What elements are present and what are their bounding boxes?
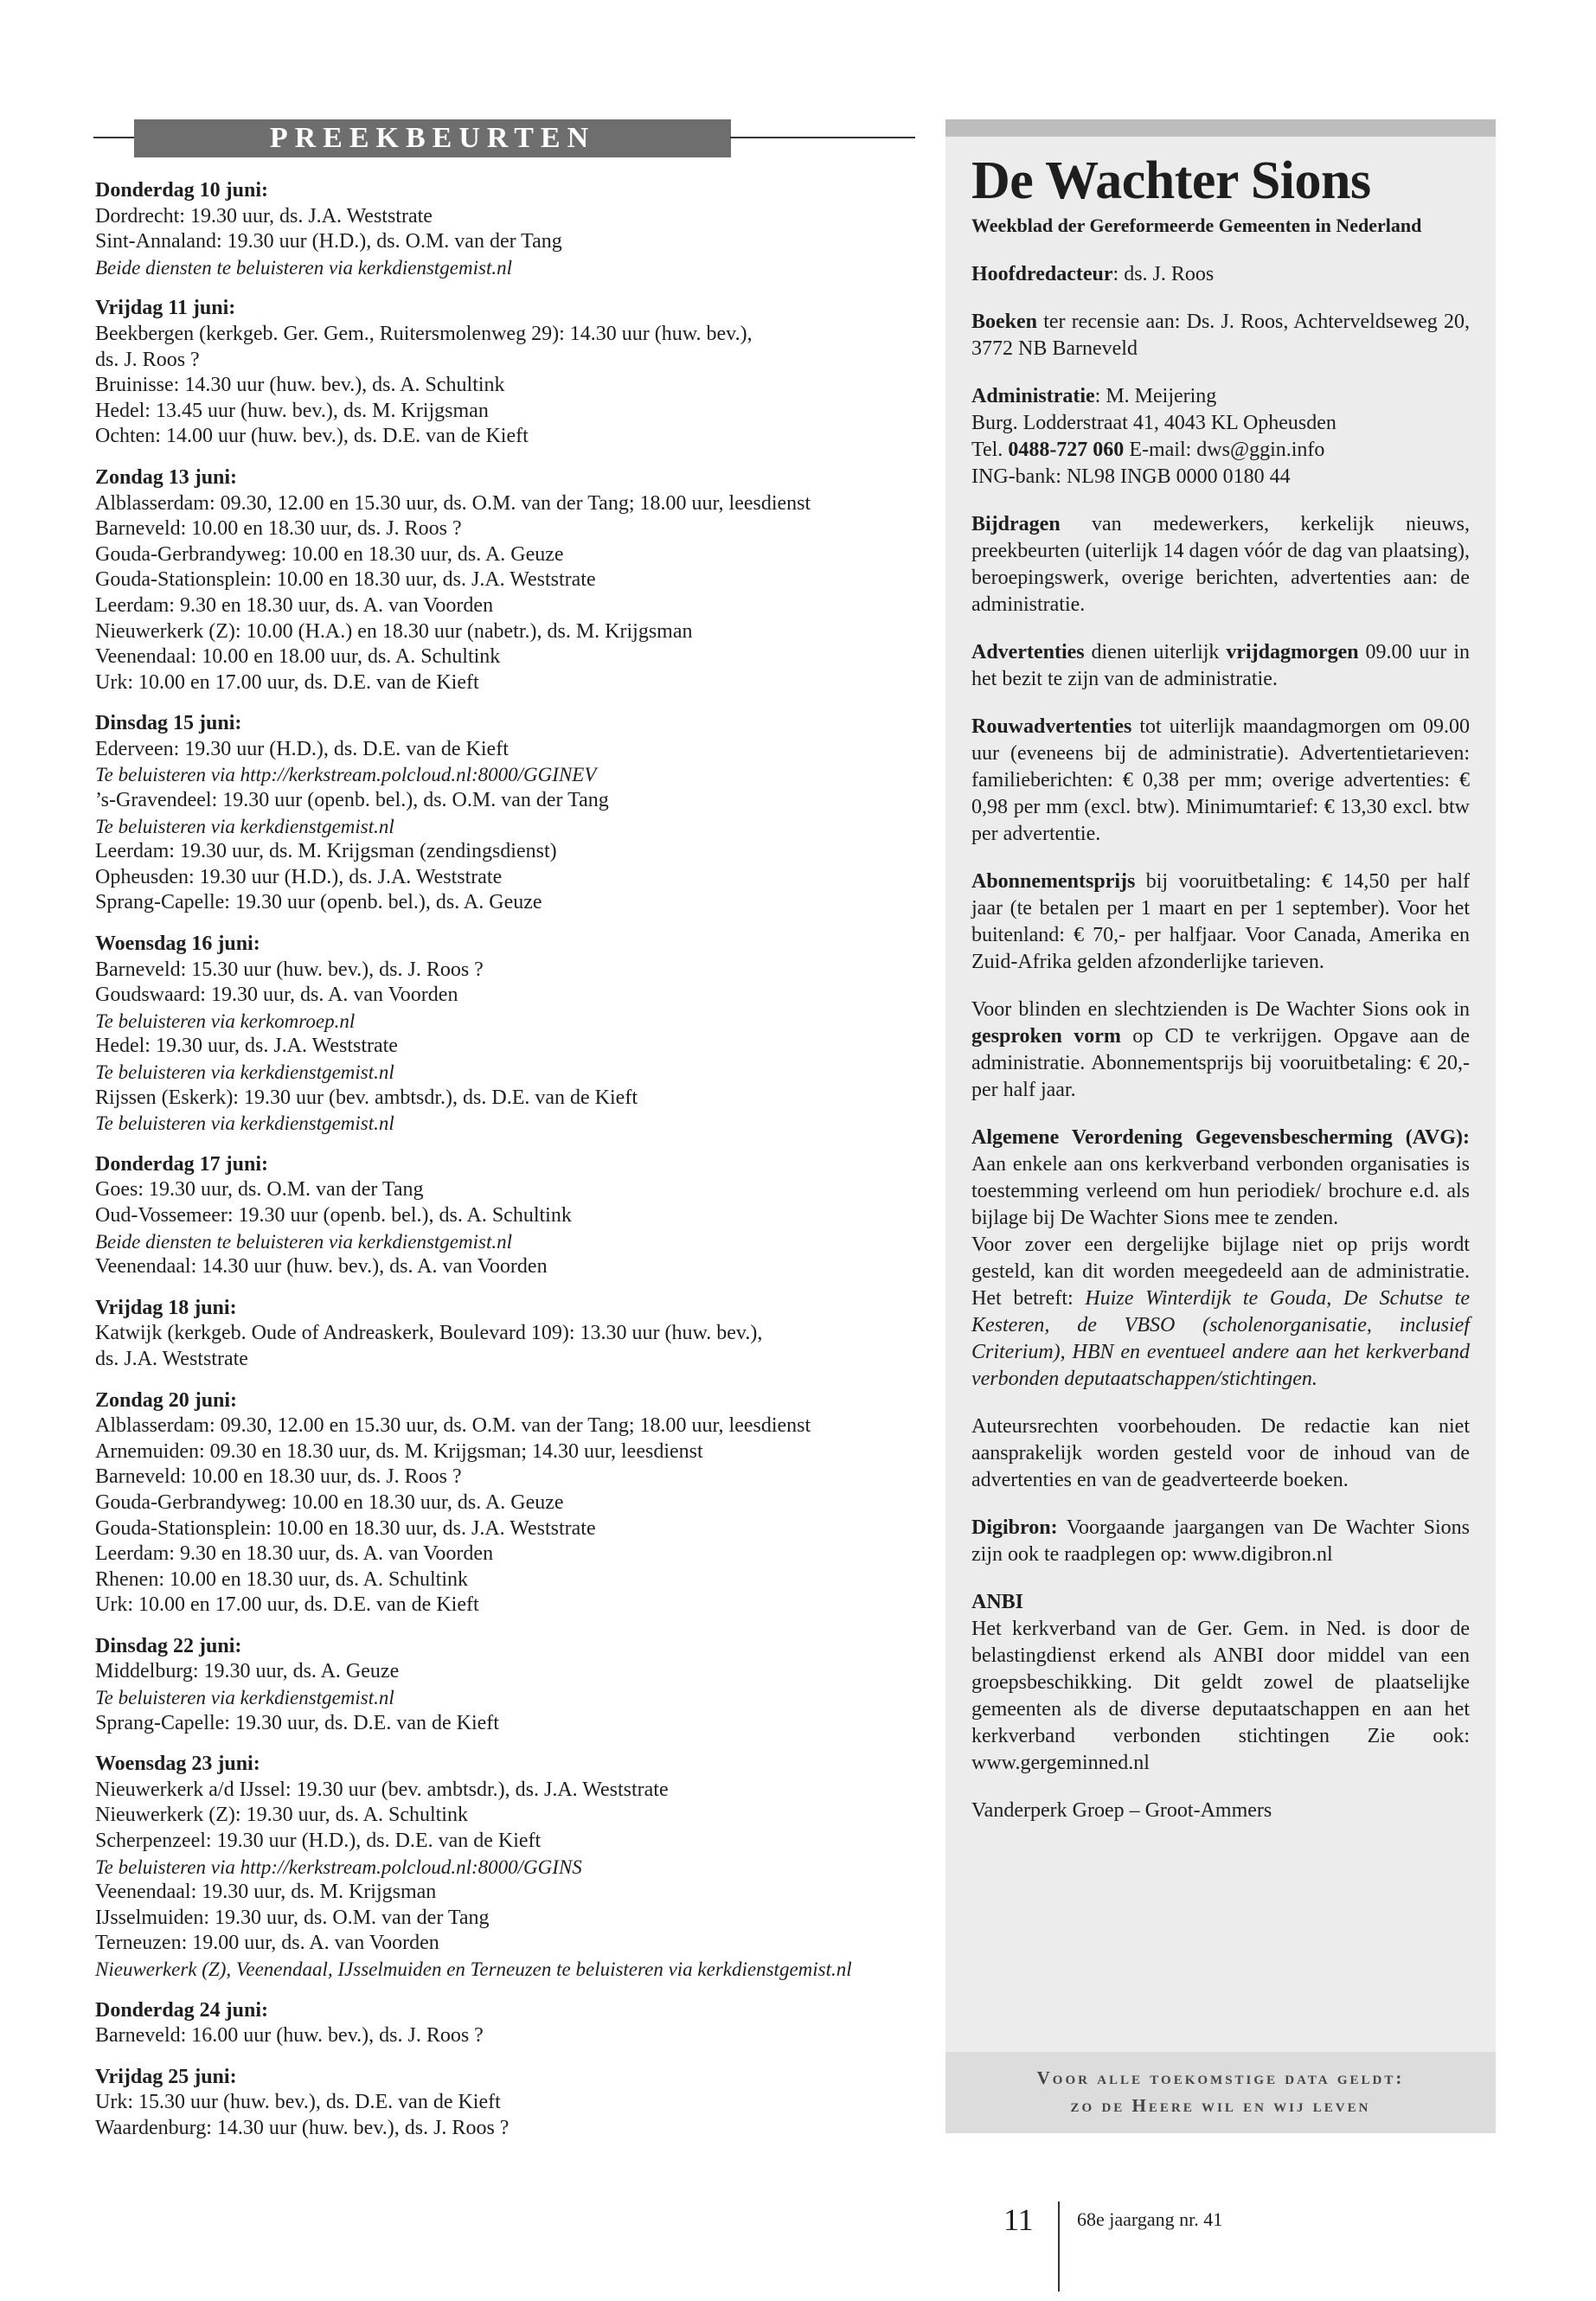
colophon-paragraph	[971, 997, 1470, 1104]
service-line: Barneveld: 16.00 uur (huw. bev.), ds. J. Roos ?	[95, 2024, 484, 2048]
colophon-content	[971, 149, 1470, 1845]
text-segment: Tel.	[971, 439, 1009, 461]
text-segment: Digibron:	[971, 1516, 1058, 1539]
service-line: Gouda-Stationsplein: 10.00 en 18.30 uur, ds. J.A. Weststrate	[95, 1516, 596, 1540]
service-line: Leerdam: 9.30 en 18.30 uur, ds. A. van Voorden	[95, 593, 494, 617]
day-title: Woensdag 16 juni:	[95, 933, 260, 956]
service-line: ds. J.A. Weststrate	[95, 1347, 248, 1370]
service-line: Veenendaal: 14.30 uur (huw. bev.), ds. A. van Voorden	[95, 1255, 548, 1279]
service-schedule	[95, 178, 926, 2157]
text-segment: bij vooruitbetaling: € 14,50 per half jaar (te betalen per 1 maart en per 1 september). Voor het buitenland: € 70,- per halfjaar. Voor Canada, Amerika en Zuid-Afrika gelden afzonderlijke tarieven.	[971, 870, 1470, 973]
text-segment: 0488-727 060	[1008, 439, 1125, 461]
colophon-top-bar	[945, 119, 1496, 137]
text-segment: tot uiterlijk maandagmorgen om 09.00 uur (eveneens bij de administratie). Advertentietarieven: familieberichten: € 0,38 per mm; overige advertenties: € 0,98 per mm (excl. btw). Minimumtarief: € 13,30 excl. btw per advertentie.	[971, 715, 1470, 845]
colophon-paragraph	[971, 1798, 1470, 1824]
service-line: Middelburg: 19.30 uur, ds. A. Geuze	[95, 1660, 400, 1683]
service-line: Sprang-Capelle: 19.30 uur (openb. bel.), ds. A. Geuze	[95, 891, 542, 914]
colophon-paragraphs	[971, 261, 1470, 1824]
service-line: IJsselmuiden: 19.30 uur, ds. O.M. van der Tang	[95, 1906, 490, 1929]
service-line: Arnemuiden: 09.30 en 18.30 uur, ds. M. Krijgsman; 14.30 uur, leesdienst	[95, 1439, 703, 1463]
service-line: Bruinisse: 14.30 uur (huw. bev.), ds. A. Schultink	[95, 374, 505, 397]
service-line: Terneuzen: 19.00 uur, ds. A. van Voorden	[95, 1932, 439, 1955]
text-segment: ANBI	[971, 1591, 1024, 1613]
service-line: Beekbergen (kerkgeb. Ger. Gem., Ruitersmolenweg 29): 14.30 uur (huw. bev.),	[95, 322, 753, 345]
service-line: Scherpenzeel: 19.30 uur (H.D.), ds. D.E. van de Kieft	[95, 1830, 542, 1853]
stream-note: Te beluisteren via http://kerkstream.polcloud.nl:8000/GGINS	[95, 1856, 582, 1878]
stream-note: Te beluisteren via kerkdienstgemist.nl	[95, 1687, 394, 1709]
text-segment: vrijdagmorgen	[1226, 641, 1359, 663]
stream-note: Te beluisteren via kerkdienstgemist.nl	[95, 815, 394, 837]
service-line: Barneveld: 15.30 uur (huw. bev.), ds. J. Roos ?	[95, 958, 484, 981]
day-title: Zondag 13 juni:	[95, 465, 238, 489]
service-line: Goudswaard: 19.30 uur, ds. A. van Voorden	[95, 984, 458, 1007]
stream-note: Nieuwerkerk (Z), Veenendaal, IJsselmuiden en Terneuzen te beluisteren via kerkdienstgemist.nl	[95, 1958, 852, 1980]
service-line: Ederveen: 19.30 uur (H.D.), ds. D.E. van de Kieft	[95, 737, 509, 760]
stream-note: Te beluisteren via kerkdienstgemist.nl	[95, 1061, 394, 1083]
text-segment: Vanderperk Groep – Groot-Ammers	[971, 1799, 1272, 1822]
text-segment: Auteursrechten voorbehouden. De redactie kan niet aansprakelijk worden gesteld voor de inhoud van de advertenties en van de geadverteerde boeken.	[971, 1415, 1470, 1491]
text-segment: Voor blinden en slechtzienden is De Wachter Sions ook in	[971, 998, 1470, 1021]
text-segment: van medewerkers, kerkelijk nieuws, preekbeurten (uiterlijk 14 dagen vóór de dag van plaatsing), beroepingswerk, overige berichten, advertenties aan: de administratie.	[971, 513, 1470, 616]
text-segment: Advertenties	[971, 641, 1085, 663]
page-footer-divider	[1058, 2202, 1060, 2291]
masthead-title: De Wachter Sions	[971, 151, 1371, 210]
service-line: Dordrecht: 19.30 uur, ds. J.A. Weststrate	[95, 204, 433, 228]
colophon-paragraph	[971, 383, 1470, 490]
service-line: Oud-Vossemeer: 19.30 uur (openb. bel.), ds. A. Schultink	[95, 1203, 572, 1227]
service-line: Hedel: 13.45 uur (huw. bev.), ds. M. Krijgsman	[95, 399, 489, 422]
colophon-paragraph	[971, 868, 1470, 976]
colophon-paragraph	[971, 1125, 1470, 1393]
service-line: Gouda-Gerbrandyweg: 10.00 en 18.30 uur, ds. A. Geuze	[95, 542, 564, 566]
day-block	[95, 465, 926, 695]
service-line: Leerdam: 19.30 uur, ds. M. Krijgsman (zendingsdienst)	[95, 840, 557, 863]
text-segment: ING-bank: NL98 INGB 0000 0180 44	[971, 465, 1291, 488]
page-number: 11	[1003, 2202, 1034, 2237]
service-line: Hedel: 19.30 uur, ds. J.A. Weststrate	[95, 1035, 398, 1058]
masthead-subtitle: Weekblad der Gereformeerde Gemeenten in Nederland	[971, 215, 1422, 236]
service-line: Barneveld: 10.00 en 18.30 uur, ds. J. Roos ?	[95, 1465, 462, 1489]
day-title: Dinsdag 15 juni:	[95, 712, 242, 735]
day-title: Vrijdag 18 juni:	[95, 1296, 237, 1319]
day-block	[95, 1388, 926, 1618]
day-title: Zondag 20 juni:	[95, 1388, 238, 1412]
service-line: Goes: 19.30 uur, ds. O.M. van der Tang	[95, 1178, 424, 1202]
volume-info: 68e jaargang nr. 41	[1077, 2208, 1223, 2230]
day-block	[95, 711, 926, 916]
text-segment: Voor zover een dergelijke bijlage niet op prijs wordt gesteld, kan dit worden meegedeeld aan de administratie. Het betreft:	[971, 1234, 1470, 1310]
text-segment: Voorgaande jaargangen van De Wachter Sions zijn ook te raadplegen op: www.digibron.nl	[971, 1516, 1470, 1566]
day-block	[95, 2065, 926, 2142]
text-segment: ter recensie aan: Ds. J. Roos, Achterveldseweg 20, 3772 NB Barneveld	[971, 311, 1470, 360]
service-line: Leerdam: 9.30 en 18.30 uur, ds. A. van Voorden	[95, 1542, 494, 1566]
day-block	[95, 1998, 926, 2049]
day-title: Vrijdag 11 juni:	[95, 297, 236, 320]
service-line: Opheusden: 19.30 uur (H.D.), ds. J.A. Weststrate	[95, 865, 503, 888]
colophon-paragraph	[971, 309, 1470, 362]
service-line: Urk: 10.00 en 17.00 uur, ds. D.E. van de Kieft	[95, 1593, 479, 1617]
section-title: PREEKBEURTEN	[134, 119, 731, 157]
service-line: Nieuwerkerk (Z): 19.30 uur, ds. A. Schultink	[95, 1804, 468, 1827]
stream-note: Te beluisteren via kerkdienstgemist.nl	[95, 1112, 394, 1135]
day-title: Vrijdag 25 juni:	[95, 2065, 237, 2088]
colophon-paragraph	[971, 511, 1470, 619]
stream-note: Te beluisteren via kerkomroep.nl	[95, 1009, 356, 1032]
service-line: Rijssen (Eskerk): 19.30 uur (bev. ambtsdr.), ds. D.E. van de Kieft	[95, 1086, 638, 1109]
text-segment: : ds. J. Roos	[1112, 263, 1215, 285]
text-segment: Huize Winterdijk te Gouda, De Schutse te Kesteren, de VBSO (scholenorganisatie, inclusief Criterium), HBN en eventueel andere aan het kerkverband verbonden deputaatschappen/stichtingen.	[971, 1287, 1470, 1390]
day-title: Woensdag 23 juni:	[95, 1753, 260, 1776]
service-line: Gouda-Gerbrandyweg: 10.00 en 18.30 uur, ds. A. Geuze	[95, 1490, 564, 1514]
header-rule-right	[730, 137, 915, 138]
day-block	[95, 1152, 926, 1280]
colophon-paragraph	[971, 639, 1470, 693]
service-line: Rhenen: 10.00 en 18.30 uur, ds. A. Schultink	[95, 1567, 469, 1591]
day-title: Donderdag 24 juni:	[95, 1998, 269, 2022]
colophon-paragraph	[971, 261, 1470, 288]
colophon-paragraph	[971, 1515, 1470, 1568]
text-segment: Rouwadvertenties	[971, 715, 1132, 738]
text-segment: gesproken vorm	[971, 1025, 1121, 1048]
colophon-paragraph	[971, 1413, 1470, 1494]
footer-notice-line-1: Voor alle toekomstige data geldt:	[1036, 2067, 1405, 2088]
colophon-paragraph	[971, 1589, 1470, 1777]
text-segment: Hoofdredacteur	[971, 263, 1113, 285]
text-segment: Burg. Lodderstraat 41, 4043 KL Opheusden	[971, 412, 1336, 434]
text-segment: 09.00 uur in het bezit te zijn van de administratie.	[971, 641, 1470, 690]
service-line: ds. J. Roos ?	[95, 348, 200, 371]
service-line: Waardenburg: 14.30 uur (huw. bev.), ds. J. Roos ?	[95, 2116, 510, 2139]
service-line: Alblasserdam: 09.30, 12.00 en 15.30 uur, ds. O.M. van der Tang; 18.00 uur, leesdienst	[95, 491, 811, 515]
day-title: Donderdag 10 juni:	[95, 179, 269, 202]
text-segment: Het kerkverband van de Ger. Gem. in Ned. is door de belastingdienst erkend als ANBI door middel van een groepsbeschikking. Dit geldt zowel de plaatselijke gemeenten als de diverse deputaatschappen en aan het kerkverband verbonden stichtingen Zie ook: www.gergeminned.nl	[971, 1618, 1470, 1774]
stream-note: Beide diensten te beluisteren via kerkdienstgemist.nl	[95, 256, 513, 279]
footer-notice-line-2: zo de Heere wil en wij leven	[1070, 2095, 1371, 2116]
text-segment: Boeken	[971, 311, 1038, 333]
service-line: Nieuwerkerk (Z): 10.00 (H.A.) en 18.30 uur (nabetr.), ds. M. Krijgsman	[95, 619, 693, 643]
day-block	[95, 178, 926, 280]
service-line: Gouda-Stationsplein: 10.00 en 18.30 uur, ds. J.A. Weststrate	[95, 568, 596, 592]
service-line: Ochten: 14.00 uur (huw. bev.), ds. D.E. van de Kieft	[95, 425, 529, 448]
service-line: Veenendaal: 10.00 en 18.00 uur, ds. A. Schultink	[95, 645, 501, 669]
service-line: Sprang-Capelle: 19.30 uur, ds. D.E. van de Kieft	[95, 1711, 499, 1734]
service-line: ’s-Gravendeel: 19.30 uur (openb. bel.), ds. O.M. van der Tang	[95, 789, 609, 812]
day-block	[95, 932, 926, 1137]
service-line: Sint-Annaland: 19.30 uur (H.D.), ds. O.M. van der Tang	[95, 230, 562, 253]
text-segment: Aan enkele aan ons kerkverband verbonden organisaties is toestemming verleend om hun periodiek/ brochure e.d. als bijlage bij De Wachter Sions mee te zenden.	[971, 1153, 1470, 1229]
service-line: Alblasserdam: 09.30, 12.00 en 15.30 uur, ds. O.M. van der Tang; 18.00 uur, leesdienst	[95, 1414, 811, 1438]
colophon-paragraph	[971, 714, 1470, 848]
day-block	[95, 296, 926, 450]
service-line: Veenendaal: 19.30 uur, ds. M. Krijgsman	[95, 1881, 437, 1904]
text-segment: Bijdragen	[971, 513, 1061, 535]
text-segment: E-mail: dws@ggin.info	[1124, 439, 1325, 461]
service-line: Nieuwerkerk a/d IJssel: 19.30 uur (bev. ambtsdr.), ds. J.A. Weststrate	[95, 1778, 669, 1801]
text-segment: Algemene Verordening Gegevensbescherming (AVG):	[971, 1126, 1470, 1149]
text-segment: Administratie	[971, 385, 1095, 407]
day-title: Donderdag 17 juni:	[95, 1152, 269, 1176]
stream-note: Te beluisteren via http://kerkstream.polcloud.nl:8000/GGINEV	[95, 764, 597, 786]
text-segment: op CD te verkrijgen. Opgave aan de administratie. Abonnementsprijs bij vooruitbetaling: € 20,- per half jaar.	[971, 1025, 1470, 1101]
service-line: Urk: 10.00 en 17.00 uur, ds. D.E. van de Kieft	[95, 670, 479, 694]
header-rule-left	[93, 137, 135, 138]
service-line: Katwijk (kerkgeb. Oude of Andreaskerk, Boulevard 109): 13.30 uur (huw. bev.),	[95, 1322, 763, 1345]
text-segment: dienen uiterlijk	[1084, 641, 1227, 663]
day-title: Dinsdag 22 juni:	[95, 1634, 242, 1657]
day-block	[95, 1296, 926, 1373]
text-segment: Abonnementsprijs	[971, 870, 1136, 893]
stream-note: Beide diensten te beluisteren via kerkdienstgemist.nl	[95, 1230, 513, 1253]
day-block	[95, 1634, 926, 1736]
text-segment: : M. Meijering	[1094, 385, 1217, 407]
service-line: Barneveld: 10.00 en 18.30 uur, ds. J. Roos ?	[95, 517, 462, 541]
day-block	[95, 1752, 926, 1982]
footer-notice	[945, 2052, 1496, 2133]
service-line: Urk: 15.30 uur (huw. bev.), ds. D.E. van de Kieft	[95, 2091, 501, 2114]
